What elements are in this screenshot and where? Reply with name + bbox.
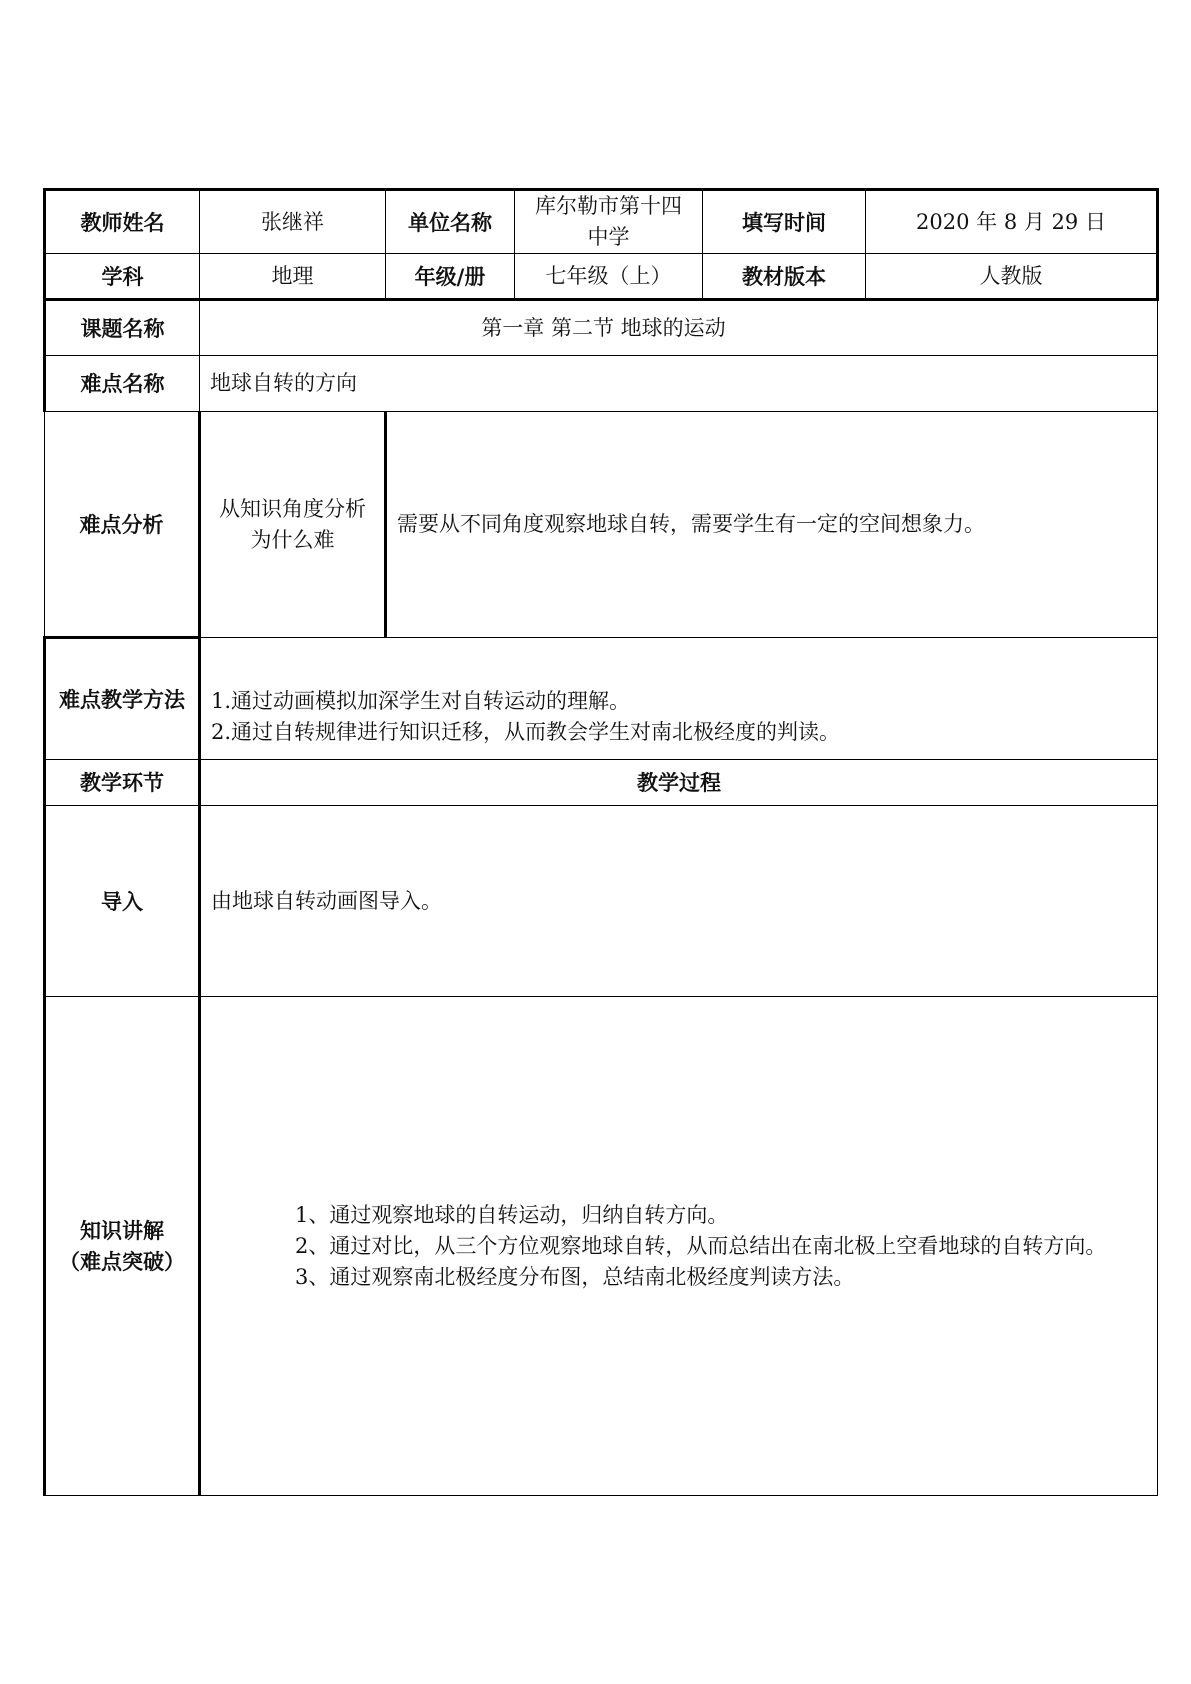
edition-label: 教材版本	[703, 254, 866, 300]
unit-value-line2: 中学	[587, 225, 630, 249]
method-label: 难点教学方法	[45, 638, 200, 760]
edition-value: 人教版	[866, 254, 1158, 300]
method-row	[45, 638, 1158, 760]
method-item: 2.通过自转规律进行知识迁移，从而教会学生对南北极经度的判读。	[211, 719, 841, 744]
stage-header: 教学环节	[45, 760, 200, 806]
header-row-1	[45, 190, 1158, 254]
subject-label: 学科	[45, 254, 200, 300]
intro-value: 由地球自转动画图导入。	[200, 806, 1158, 997]
analysis-row	[45, 412, 1158, 638]
knowledge-label	[45, 997, 200, 1496]
date-label: 填写时间	[703, 190, 866, 254]
knowledge-label-line1: 知识讲解	[80, 1218, 164, 1243]
topic-label: 课题名称	[45, 300, 200, 356]
analysis-value: 需要从不同角度观察地球自转，需要学生有一定的空间想象力。	[386, 412, 1158, 638]
grade-value: 七年级（上）	[515, 254, 703, 300]
grade-label: 年级/册	[386, 254, 515, 300]
difficulty-label: 难点名称	[45, 356, 200, 412]
analysis-sub-label	[200, 412, 386, 638]
unit-label: 单位名称	[386, 190, 515, 254]
teacher-value: 张继祥	[200, 190, 386, 254]
method-item: 1.通过动画模拟加深学生对自转运动的理解。	[211, 688, 631, 713]
unit-value	[515, 190, 703, 254]
difficulty-value: 地球自转的方向	[200, 356, 1158, 412]
knowledge-item: 2、通过对比，从三个方位观察地球自转，从而总结出在南北极上空看地球的自转方向。	[295, 1233, 1107, 1258]
difficulty-row	[45, 356, 1158, 412]
topic-value: 第一章 第二节 地球的运动	[200, 300, 1158, 356]
method-list	[200, 638, 1158, 760]
knowledge-list	[200, 997, 1158, 1496]
header-row-2	[45, 254, 1158, 300]
knowledge-item: 1、通过观察地球的自转运动，归纳自转方向。	[295, 1202, 729, 1227]
teacher-label: 教师姓名	[45, 190, 200, 254]
lesson-table	[43, 188, 1159, 1496]
knowledge-item: 3、通过观察南北极经度分布图，总结南北极经度判读方法。	[295, 1264, 855, 1289]
date-value: 2020 年 8 月 29 日	[866, 190, 1158, 254]
analysis-sub-label-line1: 从知识角度分析	[219, 496, 366, 521]
knowledge-label-line2: （难点突破）	[59, 1249, 185, 1274]
subject-value: 地理	[200, 254, 386, 300]
process-header: 教学过程	[200, 760, 1158, 806]
unit-value-line1: 库尔勒市第十四	[535, 194, 682, 218]
knowledge-row	[45, 997, 1158, 1496]
lesson-form	[43, 188, 1156, 1496]
analysis-label: 难点分析	[45, 412, 200, 638]
intro-label: 导入	[45, 806, 200, 997]
intro-row	[45, 806, 1158, 997]
process-header-row	[45, 760, 1158, 806]
analysis-sub-label-line2: 为什么难	[250, 527, 335, 552]
topic-row	[45, 300, 1158, 356]
